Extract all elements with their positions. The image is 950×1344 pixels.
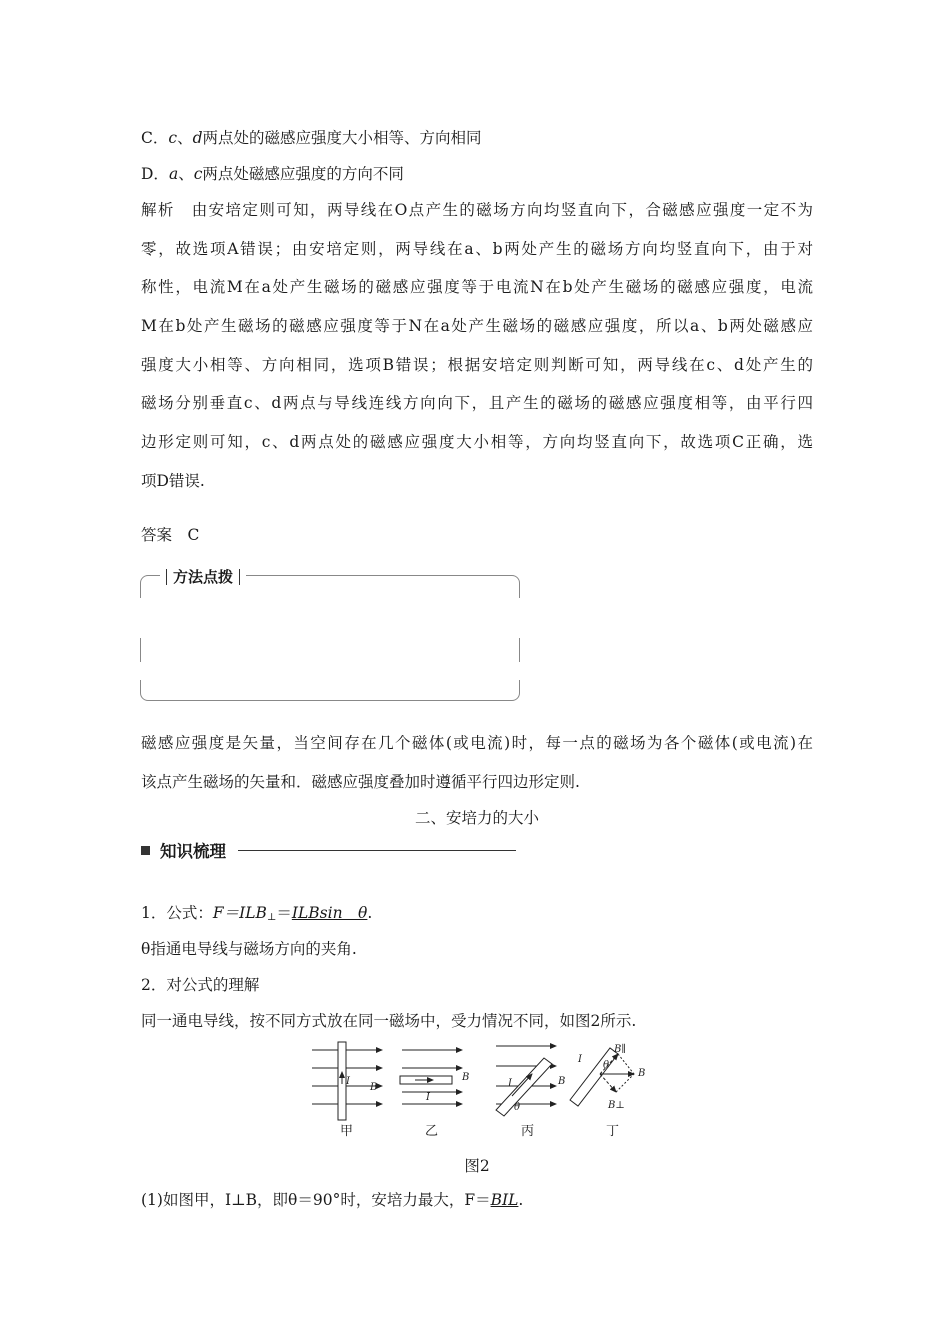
method-tip-text: 磁感应强度是矢量，当空间存在几个磁体(或电流)时，每一点的磁场为各个磁体(或电流)在 该点产生磁场的矢量和．磁感应强度叠加时遵循平行四边形定则. <box>141 734 813 791</box>
method-tip-box <box>140 575 520 701</box>
analysis-line: 磁场分别垂直c、d两点与导线连线方向向下，且产生的磁场的磁感应强度相等，由平行四 <box>141 394 813 413</box>
fig-label-yi: 乙 <box>425 1124 439 1139</box>
formula-line: 1．公式：$F=ILB_\perp=ILBsin$ θ. <box>141 904 373 923</box>
analysis-line: 解析 由安培定则可知，两导线在O点产生的磁场方向均竖直向下，合磁感应强度一定不为 <box>141 201 813 219</box>
analysis-line: 称性，电流M在a处产生磁场的磁感应强度等于电流N在b处产生磁场的磁感应强度，电流 <box>141 278 813 297</box>
method-tip-title: 方法点拨 <box>160 566 246 587</box>
label-I-jia: I <box>346 1076 350 1087</box>
diagram-bing <box>496 1046 556 1116</box>
analysis-line: M在b处产生磁场的磁感应强度等于N在a处产生磁场的磁感应强度，所以a、b两处磁感应 <box>141 317 813 336</box>
knowledge-header: 知识梳理 <box>141 838 516 862</box>
label-theta-ding: θ <box>603 1060 610 1071</box>
label-I-bing: I <box>508 1078 512 1089</box>
analysis-line: 边形定则可知，c、d两点处的磁感应强度大小相等，方向均竖直向下，故选项C正确，选 <box>141 433 813 452</box>
figure-caption: 图2 <box>464 1157 490 1175</box>
point-2: 2．对公式的理解 <box>141 976 260 994</box>
analysis-line: 项D错误. <box>141 471 205 490</box>
item-1: (1)如图甲，I⊥B，即θ＝90°时，安培力最大，F＝BIL. <box>141 1191 524 1209</box>
label-theta-bing: θ <box>514 1102 521 1113</box>
section-title: 二、安培力的大小 <box>414 809 539 827</box>
answer: 答案 C <box>141 526 200 544</box>
point-2-desc: 同一通电导线，按不同方式放在同一磁场中，受力情况不同，如图2所示. <box>141 1012 637 1030</box>
label-I-ding: I <box>578 1054 582 1065</box>
theta-note: θ指通电导线与磁场方向的夹角. <box>141 940 357 958</box>
label-B-jia: B <box>370 1082 378 1093</box>
option-c: C．c、d两点处的磁感应强度大小相等、方向相同 <box>141 129 482 147</box>
fig-label-jia: 甲 <box>340 1124 354 1139</box>
label-Bperp-ding: B⊥ <box>608 1100 625 1111</box>
analysis-line: 零，故选项A错误；由安培定则，两导线在a、b两处产生的磁场方向均竖直向下，由于对 <box>141 239 813 258</box>
label-I-yi: I <box>426 1092 430 1103</box>
label-B-yi: B <box>462 1072 470 1083</box>
option-d: D．a、c两点处磁感应强度的方向不同 <box>141 165 404 183</box>
square-icon <box>141 846 150 855</box>
label-B-bing: B <box>558 1076 566 1087</box>
label-B-ding: B <box>638 1068 646 1079</box>
fig-label-ding: 丁 <box>606 1124 620 1139</box>
analysis-paragraph <box>141 200 813 510</box>
fig-label-bing: 丙 <box>521 1124 535 1139</box>
analysis-line: 强度大小相等、方向相同，选项B错误；根据安培定则判断可知，两导线在c、d处产生的 <box>141 355 813 374</box>
label-Bpar-ding: B∥ <box>614 1044 626 1055</box>
diagram-yi <box>400 1050 462 1104</box>
